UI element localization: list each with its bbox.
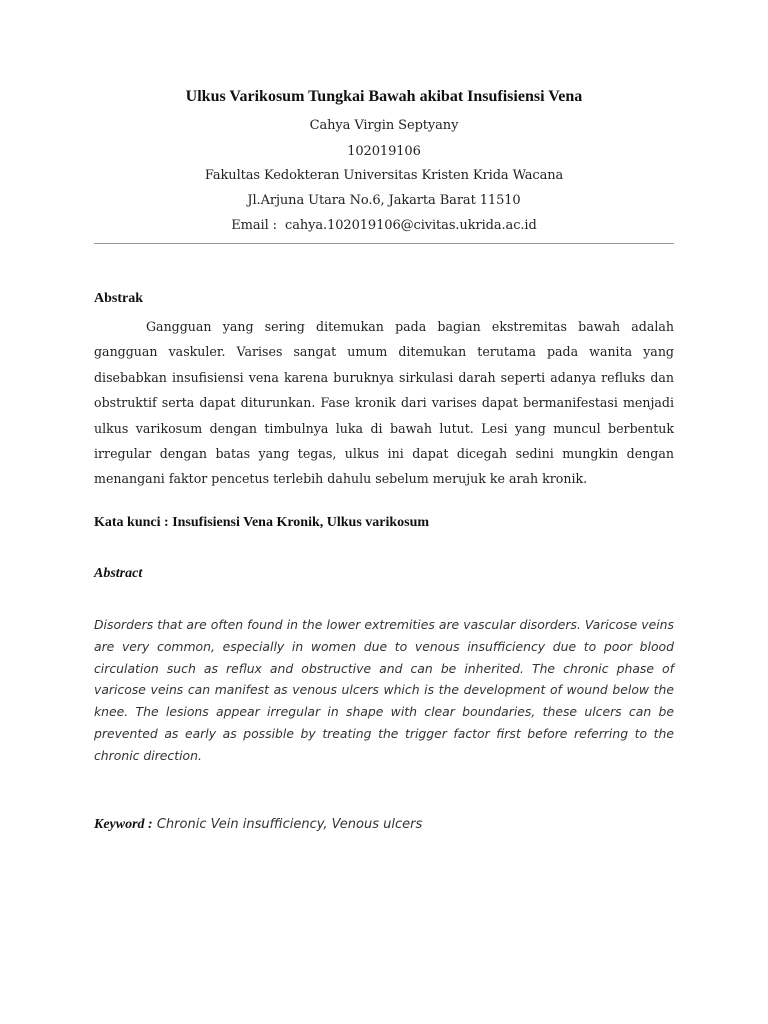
email-line (0, 218, 768, 233)
abstrak-body: Gangguan yang sering ditemukan pada bagian ekstremitas bawah adalah gangguan vaskuler. Varises sangat umum ditemukan terutama pada wanita yang disebabkan insufisiensi vena karena buruknya sirkulasi darah seperti adanya refluks dan obstruktif serta dapat diturunkan. Fase kronik dari varises dapat bermanifestasi menjadi ulkus varikosum dengan timbulnya luka di bawah lutut. Lesi yang muncul berbentuk irregular dengan batas yang tegas, ulkus ini dapat dicegah sedini mungkin dengan menangani faktor pencetus terlebih dahulu sebelum merujuk ke arah kronik. (94, 319, 674, 487)
kata-kunci-label: Kata kunci : (94, 515, 169, 530)
affiliation-address: Jl.Arjuna Utara No.6, Jakarta Barat 11510 (247, 193, 521, 208)
keyword-label: Keyword : (94, 817, 153, 832)
abstrak-heading: Abstrak (94, 291, 144, 306)
paper-title: Ulkus Varikosum Tungkai Bawah akibat Insufisiensi Vena (185, 88, 583, 105)
keyword-value: Chronic Vein insufficiency, Venous ulcers (156, 817, 423, 832)
author-name: Cahya Virgin Septyany (309, 118, 459, 133)
header-divider (94, 243, 674, 244)
kata-kunci-value: Insufisiensi Vena Kronik, Ulkus varikosum (172, 515, 430, 530)
student-id: 102019106 (347, 144, 421, 159)
email-address: cahya.102019106@civitas.ukrida.ac.id (285, 218, 537, 233)
email-label: Email : (231, 218, 277, 233)
abstract-body: Disorders that are often found in the lower extremities are vascular disorders. Varicose veins are very common, especially in women due to venous insufficiency due to poor blood circulation such as reflux and obstructive and can be inherited. The chronic phase of varicose veins can manifest as venous ulcers which is the development of wound below the knee. The lesions appear irregular in shape with clear boundaries, these ulcers can be prevented as early as possible by treating the trigger factor first before referring to the chronic direction. (94, 617, 674, 763)
keyword-line (94, 817, 422, 833)
faculty-affiliation: Fakultas Kedokteran Universitas Kristen Krida Wacana (204, 168, 564, 183)
kata-kunci-line (94, 515, 429, 531)
abstract-heading: Abstract (94, 566, 143, 581)
